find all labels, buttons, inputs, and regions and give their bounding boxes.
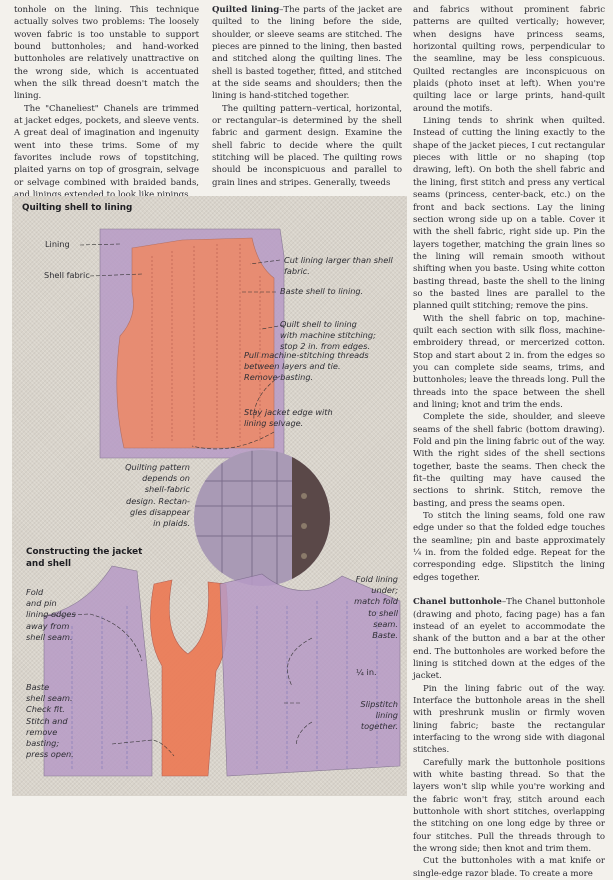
label-line: shell-fabric bbox=[144, 484, 190, 495]
label-line: press open. bbox=[26, 749, 74, 760]
label-line: Remove basting. bbox=[244, 372, 314, 383]
label-slipstitch bbox=[332, 699, 398, 733]
paragraph: The "Chaneliest" Chanels are trimmed at jacket edges, pockets, and sleeve vents. A great deal of imagination and ingenuity went into these trims. Some of my favorites include rows of topstitching, plaited yarns on top of grosgrain, selvage or selvage combined with braided bands, bbox=[14, 103, 199, 188]
label-line: in plaids. bbox=[153, 518, 190, 529]
illustration-panel bbox=[12, 196, 407, 796]
text-column-3 bbox=[413, 4, 605, 880]
section-heading-chanel-buttonhole: Chanel buttonhole bbox=[413, 597, 502, 608]
label-lining: Lining bbox=[45, 239, 70, 249]
text-column-1 bbox=[14, 4, 199, 202]
label-line: to shell bbox=[368, 607, 398, 618]
paragraph: With the shell fabric on top, machine-quilt each section with silk floss, machine-embroidery thread, or mercerized cotton. Stop and start about 2 in. from the edges so you can complete side seams, trims, and buttonholes; leave the threads long. Pull the threads into the space between the shell and lining; knot and trim the ends. bbox=[413, 313, 605, 410]
label-line: Baste. bbox=[372, 630, 398, 641]
label-quarter-inch: ¼ in. bbox=[356, 667, 377, 677]
label-line: away from bbox=[26, 620, 70, 631]
paragraph bbox=[212, 4, 402, 103]
label-line: lining bbox=[375, 710, 398, 721]
paragraph: The quilting pattern–vertical, horizontal, or rectangular–is determined by the shell fabric and garment design. Examine the shell fabric to decide where the quilt stitching will be placed. The quilting rows should be inconspicuous and parallel to grain lines and stripes. Generally, tweeds bbox=[212, 103, 402, 188]
paragraph: To stitch the lining seams, fold one raw edge under so that the folded edge touches the seamline; pin and baste approximately ¼ in. from the folded edge. Repeat for the corresponding edge. Slipstitch the lining edges together. bbox=[413, 511, 605, 583]
paragraph-text: –The parts of the jacket are quilted to the lining before the side, shoulder, or sleeve seams are stitched. The pieces are pinned to the lining, then basted and stitched along the quilting lines. The shell is basted together, fitted, and stitched at the side seams and shoulders; then the lining is hand-stitched together. bbox=[212, 5, 402, 102]
label-line: together. bbox=[360, 721, 398, 732]
paragraph-text: –The Chanel buttonhole (drawing and photo, facing page) has a fan instead of an eyelet to accommodate the shank of the button and a bar at the other end. The buttonholes are worked before the lining is stitched down at the edges of the jacket. bbox=[413, 597, 605, 682]
label-shell-fabric: Shell fabric bbox=[44, 270, 90, 280]
label-line: Quilt shell to lining bbox=[280, 319, 357, 329]
label-line: lining edges bbox=[26, 609, 76, 620]
label-line: under; bbox=[371, 585, 398, 596]
label-line: shell seam. bbox=[26, 693, 73, 704]
label-quilt-shell bbox=[280, 319, 376, 353]
label-fold-pin bbox=[26, 587, 76, 643]
label-line: depends on bbox=[142, 473, 190, 484]
label-line: stop 2 in. from edges. bbox=[280, 341, 370, 352]
label-line: gles disappear bbox=[130, 506, 190, 517]
title-line: Constructing the jacket bbox=[26, 547, 143, 557]
figure-title-quilting-shell: Quilting shell to lining bbox=[22, 203, 133, 213]
label-line: Quilting pattern bbox=[125, 462, 190, 472]
paragraph: Lining tends to shrink when quilted. Instead of cutting the lining exactly to the shape of the jacket pieces, I cut rectangular pieces with little or no shaping (top drawing, left). On both the shell fabric and the lining, first stitch and press any vertical seams (princess, center-back, etc.) on the front and back sections. Lay the lining section wrong side up on a table. Cover it with the shell fabric, right side up. Pin the layers together, matching the grain lines so the lining will remain smooth without shifting when you baste. Using white cotton basting thread, baste the shell to the lining so the basted lines are parallel to the planned quilt stitching; remove the pins. bbox=[413, 116, 605, 312]
paragraph: tonhole on the lining. This technique actually solves two problems: The loosely woven fabric is too unstable to support bound buttonholes; and hand-worked buttonholes are relatively unattractive on the wrong side, which is accentuated when the silk thread doesn't match the lining. bbox=[14, 5, 199, 102]
label-line: Stay jacket edge with bbox=[244, 407, 333, 417]
label-line: shell seam. bbox=[26, 631, 73, 642]
label-line: basting; bbox=[26, 738, 60, 749]
label-line: seam. bbox=[373, 618, 398, 629]
label-cut-lining: Cut lining larger than shell fabric. bbox=[284, 255, 393, 277]
label-baste-shell: Baste shell to lining. bbox=[280, 286, 364, 296]
label-line: and pin bbox=[26, 598, 57, 609]
paragraph bbox=[413, 596, 605, 682]
label-line: between layers and tie. bbox=[244, 361, 341, 372]
text-column-2 bbox=[212, 4, 402, 189]
label-line: lining selvage. bbox=[244, 418, 304, 429]
label-line: Fold lining bbox=[355, 574, 398, 584]
paragraph: Carefully mark the buttonhole positions with white basting thread. So that the layers won't slip while you're working and the fabric won't fray, stitch around each buttonhole with short stitches, overlapping the stitching on one long edge by three or four stitches. Pull the threads through to the wrong side; then knot and trim them. bbox=[413, 757, 605, 855]
label-line: remove bbox=[26, 726, 58, 737]
label-baste-seam bbox=[26, 682, 74, 760]
title-line: and shell bbox=[26, 559, 72, 569]
plaid-photo-inset bbox=[192, 446, 332, 591]
label-line: match fold bbox=[354, 596, 398, 607]
section-heading-quilted-lining: Quilted lining bbox=[212, 5, 280, 15]
label-line: Stitch and bbox=[26, 715, 68, 726]
paragraph: Cut the buttonholes with a mat knife or single-edge razor blade. To create a more bbox=[413, 856, 605, 879]
label-pull-threads bbox=[244, 350, 369, 384]
figure-title-constructing-jacket bbox=[26, 546, 142, 570]
label-line: with machine stitching; bbox=[280, 330, 376, 341]
label-fold-lining-under bbox=[332, 574, 398, 641]
paragraph: and fabrics without prominent fabric patterns are quilted vertically; however, when designs have princess seams, horizontal quilting rows, perpendicular to the seamline, may be less conspicuous. Quilted rectangles are inconspicuous on plaids (photo inset at left). When you're quilting lace or large prints, hand-quilt around the motifs. bbox=[413, 5, 605, 114]
label-line: design. Rectan- bbox=[126, 495, 190, 506]
paragraph: Pin the lining fabric out of the way. Interface the buttonhole areas in the shell with preshrunk muslin or firmly woven lining fabric; baste the rectangular interfacing to the wrong side with diagonal stitches. bbox=[413, 683, 605, 756]
label-stay-jacket bbox=[244, 407, 333, 429]
paragraph: Complete the side, shoulder, and sleeve seams of the shell fabric (bottom drawing). Fold and pin the lining fabric out of the way. With the right sides of the shell sections together, baste the seams. Then check the fit–the quilting may have caused the sections to shrink. Stitch, remove the basting, and press the seams open. bbox=[413, 412, 605, 509]
label-line: Check fit. bbox=[26, 704, 65, 715]
label-line: Pull machine-stitching threads bbox=[244, 350, 369, 360]
label-line: Slipstitch bbox=[360, 699, 398, 709]
label-photo-caption bbox=[112, 462, 190, 529]
label-line: Baste bbox=[26, 682, 50, 692]
label-line: Fold bbox=[26, 587, 44, 597]
jacket-facing bbox=[150, 580, 227, 776]
